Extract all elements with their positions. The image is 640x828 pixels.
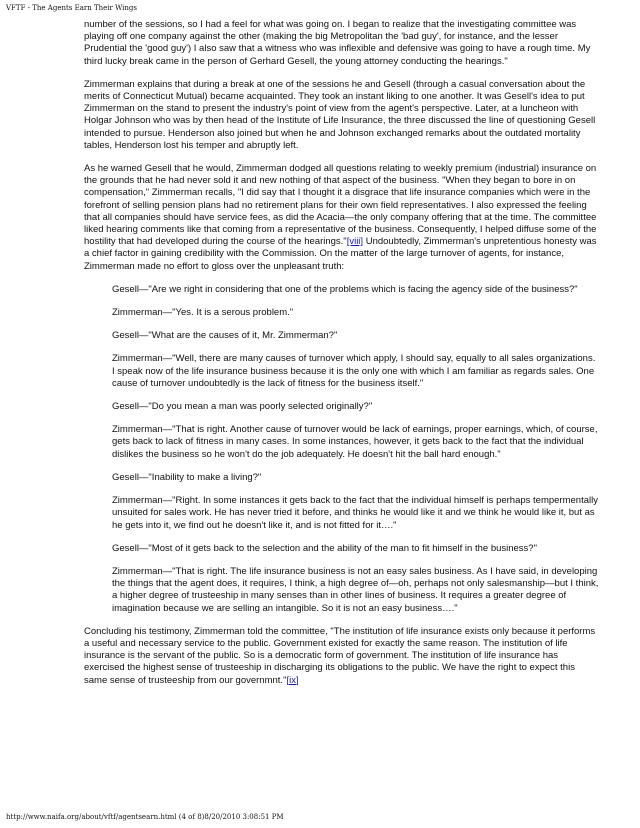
- testimony-quote-9: Gesell—"Most of it gets back to the selection and the ability of the man to fit himself in the business?": [112, 542, 537, 554]
- footnote-link-ix[interactable]: [ix]: [286, 674, 299, 686]
- article-body: [84, 19, 600, 698]
- paragraph-2: Zimmerman explains that during a break at one of the sessions he and Gesell (through a casual conversation about the merits of Connecticut Mutual) became acquainted. They took an instant liking to one another. It was Gesell's idea to put Zimmerman on the stand to present the industry's point of view from the agent's perspective. Later, at a luncheon with Holgar Johnson who was by then head of the Institute of Life Insurance, the three discussed the line of questioning Gesell intended to pursue. Henderson also joined but when he and Johnson exchanged remarks about the outdated mortality tables, Henderson lost his temper and abruptly left.: [84, 78, 596, 151]
- closing-text: Concluding his testimony, Zimmerman told the committee, "The institution of life insurance exists only because it performs a useful and necessary service to the public. Government existed for exactly the same reason. The institution of life insurance is the servant of the public. So is a democratic form of government. The institution of life insurance has exercised the highest sense of trusteeship in discharging its obligations to the public. We have the right to expect this same sense of trusteeship from our governmnt.": [84, 625, 596, 686]
- paragraph-3-continued: Undoubtedly, Zimmerman's unpretentious honesty was a chief factor in gaining credibility with the Commission. On the matter of the large turnover of agents, for instance, Zimmerman made no effort to gloss over the unpleasant truth:: [84, 236, 597, 272]
- paragraph-3-text: As he warned Gesell that he would, Zimmerman dodged all questions relating to weekly premium (industrial) insurance on the grounds that he had never sold it and new nothing of that aspect of the business. "When they began to bore in on compensation," Zimmerman recalls, "I did say that I thought it a disgrace that life insurance companies which were in the forefront of selling pension plans had no retirement plans for their own field representatives. I also expressed the feeling that all companies should have service fees, as did the Acacia—the only company offering that at the time. The committee liked hearing comments like that coming from a representative of the business. Consequently, I helped diffuse some of the hostility that had developed during the course of the hearings.": [84, 163, 597, 248]
- testimony-quote-7: Gesell—"Inability to make a living?": [112, 471, 262, 483]
- testimony-quote-8: Zimmerman—"Right. In some instances it gets back to the fact that the individual himself is perhaps tempermentally unsuited for sales work. He has never tried it before, and thinks he would like it and we think he would like it, but as he gets into it, we find out he doesn't like it, and is not fitted for it….": [112, 495, 598, 531]
- testimony-quote-3: Gesell—"What are the causes of it, Mr. Zimmerman?": [112, 330, 338, 342]
- testimony-quote-1: Gesell—"Are we right in considering that one of the problems which is facing the agency side of the business?": [112, 283, 578, 295]
- closing-paragraph: [84, 626, 600, 687]
- testimony-quote-4: Zimmerman—"Well, there are many causes of turnover which apply, I should say, equally to all sales organizations. I speak now of the life insurance business because it is the only one with which I am familiar as regards sales. One cause of turnover undoubtedly is the lack of fitness for the business itself.": [112, 353, 596, 389]
- testimony-quote-5: Gesell—"Do you mean a man was poorly selected originally?": [112, 401, 373, 413]
- testimony-quote-6: Zimmerman—"That is right. Another cause of turnover would be lack of earnings, proper earnings, which, of course, gets back to lack of fitness in many cases. In some instances, however, it gets back to the fact that the individual dislikes the business so he won't do the job adequately. He doesn't hit the ball hard enough.": [112, 424, 598, 460]
- footnote-link-viii[interactable]: [viii]: [346, 236, 364, 248]
- testimony-quote-2: Zimmerman—"Yes. It is a serous problem.": [112, 307, 294, 319]
- testimony-quote-10: Zimmerman—"That is right. The life insurance business is not an easy sales business. As I have said, in developing the things that the agent does, it requires, I think, a high degree of—oh, perhaps not only salesmanship—but I think, a higher degree of trusteeship in many senses than in other lines of business. It requires a greater degree of imagination because we are selling an intangible. So it is not an easy business….": [112, 565, 599, 614]
- paragraph-1: number of the sessions, so I had a feel for what was going on. I began to realize that the investigating committee was playing off one company against the other (making the big Metropolitan the 'bad guy', for instance, and the lesser Prudential the 'good guy') I also saw that a witness who was inflexible and defensive was going to have a rough time. My third lucky break came in the person of Gerhard Gesell, the young attorney conducting the hearings.": [84, 19, 591, 67]
- paragraph-3: [84, 163, 600, 273]
- page-footer-url: http://www.naifa.org/about/vftf/agentsearn.html (4 of 8)8/20/2010 3:08:51 PM: [6, 813, 284, 821]
- page-title: VFTF - The Agents Earn Their Wings: [6, 4, 138, 12]
